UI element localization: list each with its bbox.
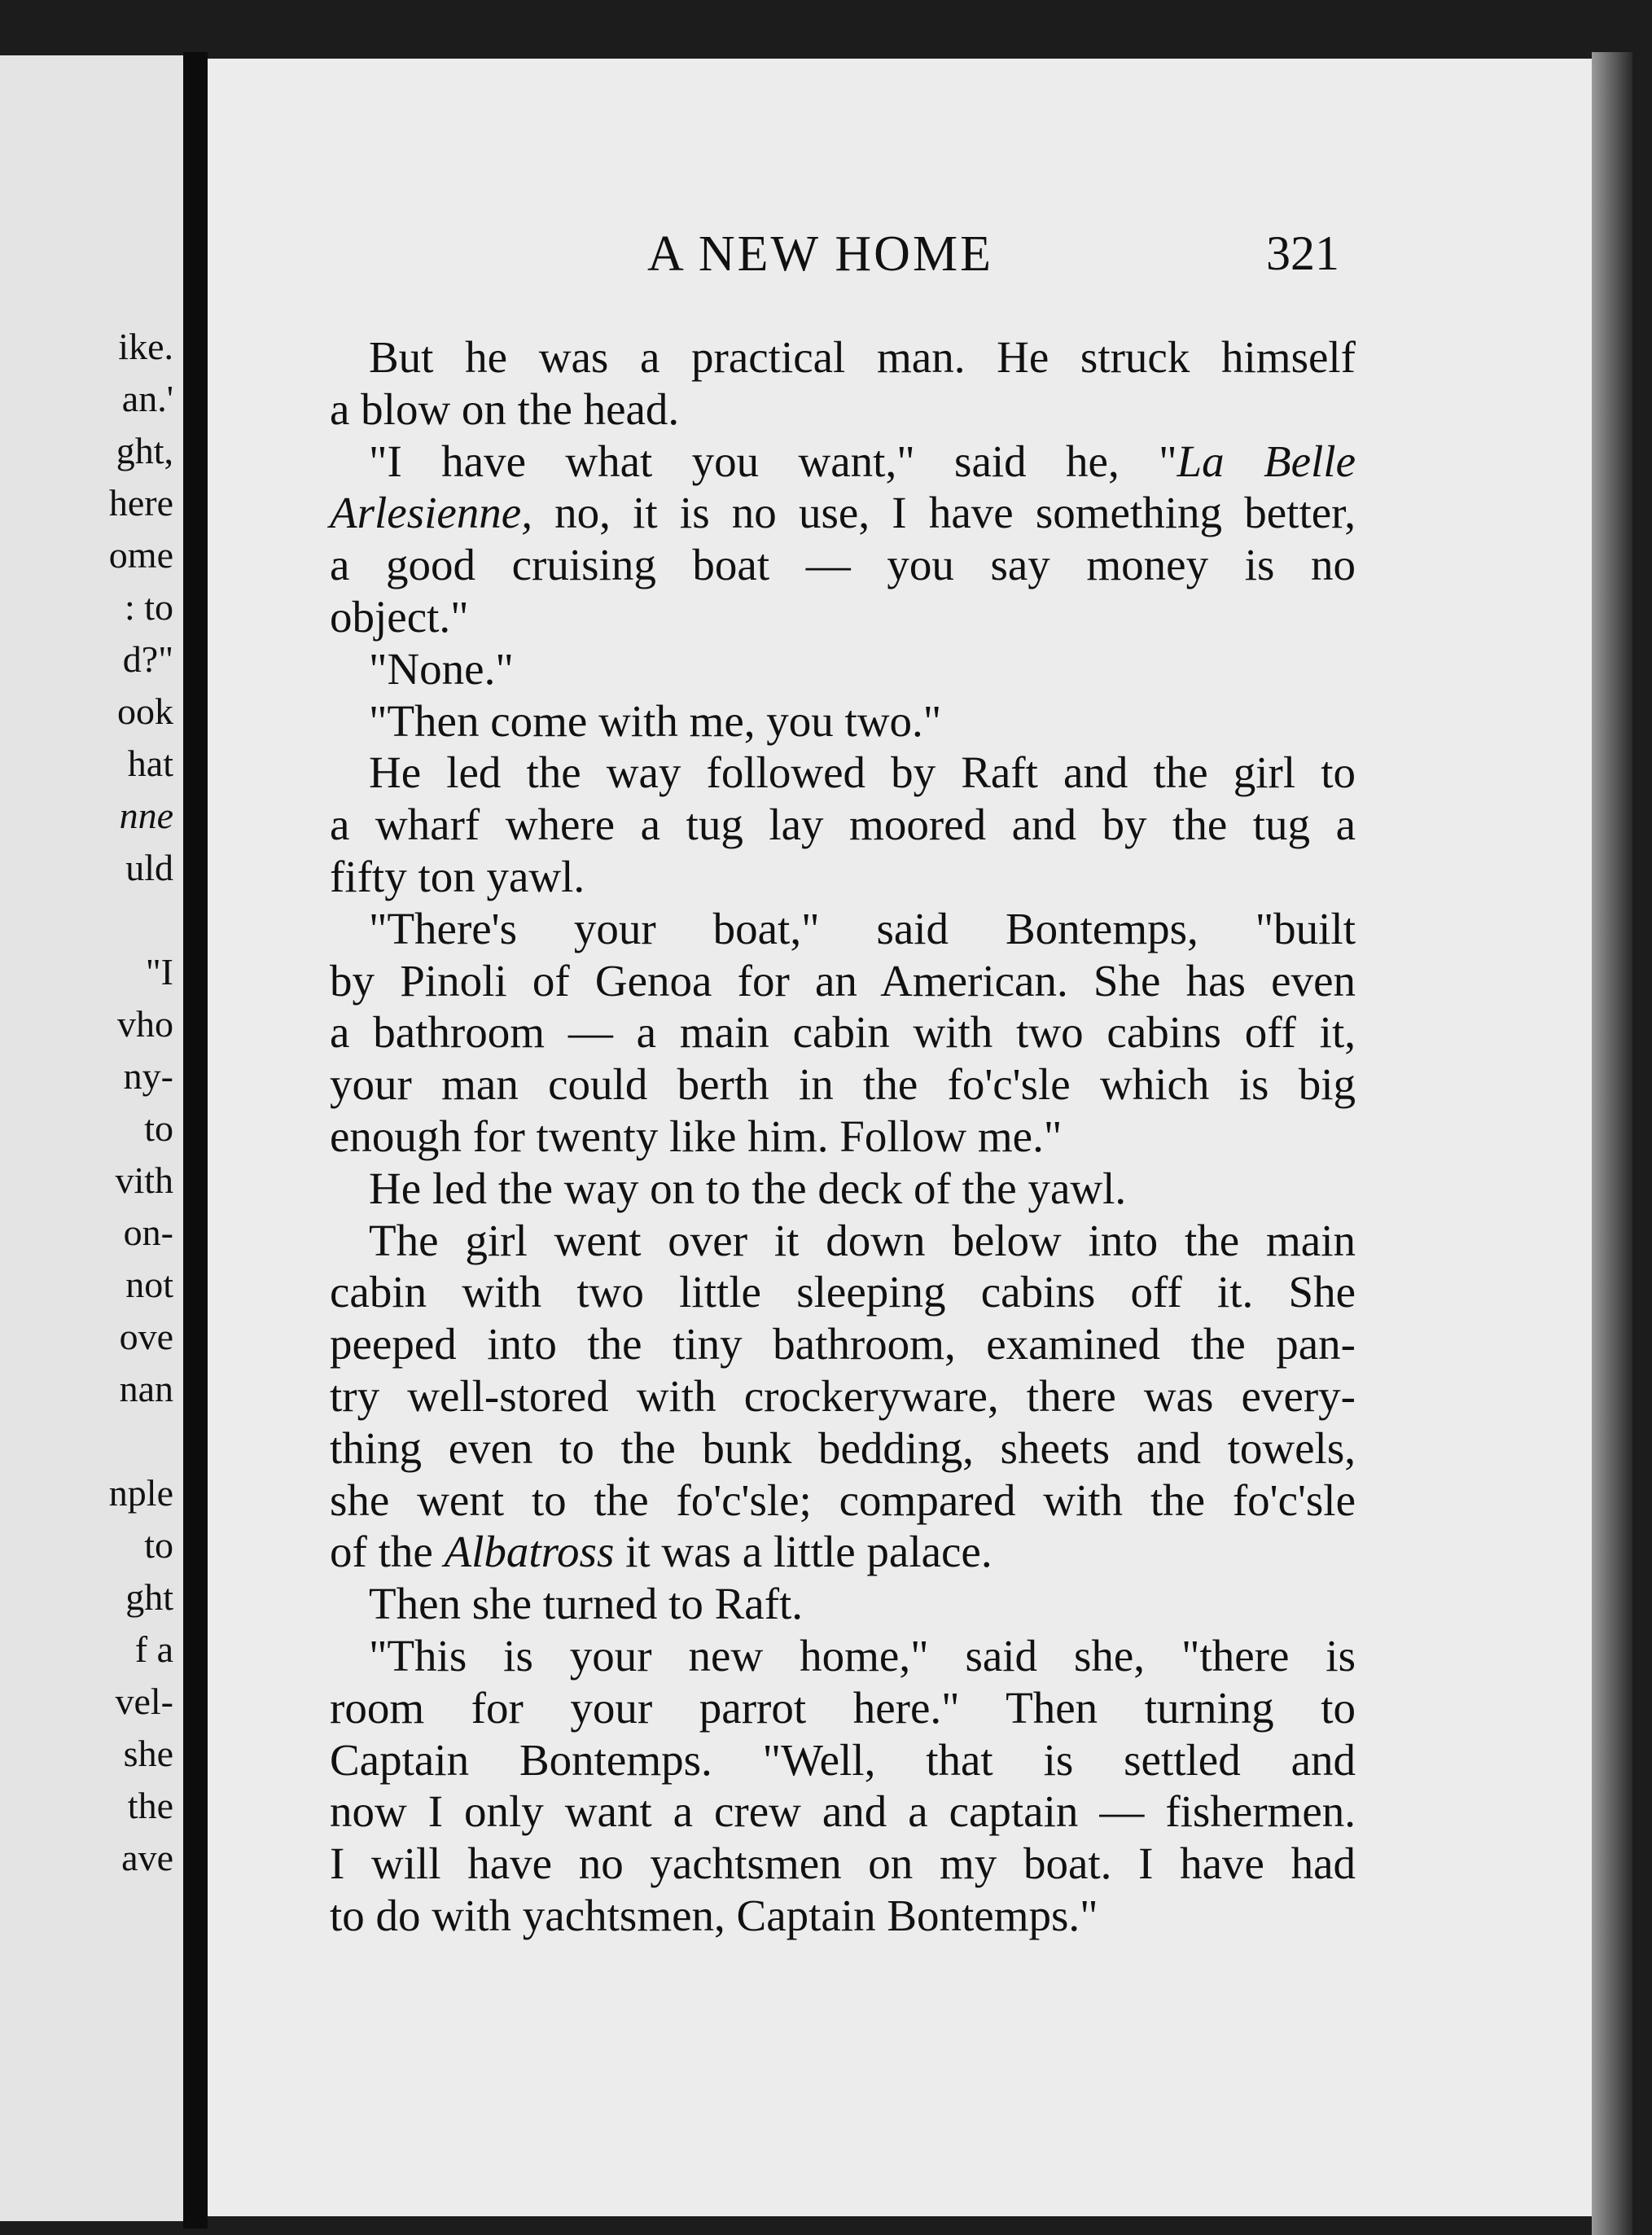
left-page-line: vel- [115,1681,173,1722]
text-line [330,1526,1356,1578]
left-page-line: to [144,1107,173,1149]
left-page-line: ght, [116,430,173,471]
text-line: "There's your boat," said Bontemps, "built [369,903,1356,953]
left-page-line: the [127,1785,173,1826]
page-header [208,226,1592,291]
text-line: fifty ton yawl. [330,851,585,901]
left-page-line: not [125,1264,173,1305]
left-page-line: vith [115,1159,173,1201]
text-line [330,487,1356,539]
left-page-line: on- [123,1212,173,1253]
left-page-line: nan [119,1368,173,1409]
text-line: He led the way followed by Raft and the girl to [369,747,1356,798]
text-line: peeped into the tiny bathroom, examined the pan- [330,1319,1356,1369]
text-line: room for your parrot here." Then turning to [330,1682,1356,1733]
text-run: it was a little palace. [614,1527,993,1577]
text-line: try well-stored with crockeryware, there was every- [330,1370,1356,1421]
running-title: A NEW HOME [647,226,993,282]
left-page-line: ook [117,690,173,732]
text-line: a wharf where a tug lay moored and by the tug a [330,800,1356,850]
body-text [330,331,1356,1942]
text-line: "None." [369,643,514,694]
text-line: a blow on the head. [330,383,680,434]
left-page-line: hat [127,743,173,784]
left-page-line: ght [125,1576,173,1618]
text-line: The girl went over it down below into the main [369,1215,1356,1265]
text-run: no, it is no use, I have something better, [532,488,1356,538]
text-line: to do with yachtsmen, Captain Bontemps." [330,1890,1098,1940]
italic-text-run: Albatross [444,1527,615,1577]
text-line: Captain Bontemps. "Well, that is settled and [330,1734,1356,1785]
right-page [208,59,1592,2216]
text-line: enough for twenty like him. Follow me." [330,1111,1063,1161]
left-page-line: to [144,1524,173,1566]
left-page-line: she [123,1733,173,1774]
text-line: now I only want a crew and a captain — fishermen. [330,1786,1356,1837]
left-page-line: ave [121,1837,173,1878]
text-line [330,436,1356,488]
text-line: But he was a practical man. He struck himself [369,332,1356,382]
left-page-line: d?" [122,638,173,680]
italic-text-run: Arlesienne, [330,488,532,538]
text-line: object." [330,591,469,642]
text-line: by Pinoli of Genoa for an American. She has even [330,955,1356,1006]
left-page-line: ove [119,1316,173,1357]
page-gutter [183,52,208,2228]
page-number: 321 [1266,226,1339,280]
text-line: she went to the fo'c'sle; compared with the fo'c'sle [330,1475,1356,1525]
text-run: of the [330,1527,445,1577]
page-edge-shadow [1592,52,1632,2235]
text-line: a good cruising boat — you say money is no [330,540,1356,590]
text-run: "I have what you want," said he, " [369,436,1177,486]
left-page-line: here [108,482,173,524]
text-line: "This is your new home," said she, "there is [369,1630,1356,1681]
text-line: your man could berth in the fo'c'sle which is big [330,1059,1356,1110]
text-line: a bathroom — a main cabin with two cabins off it, [330,1007,1356,1058]
left-page-line: ome [108,534,173,576]
left-page-line: ike. [118,326,173,367]
left-page-line: ny- [123,1055,173,1097]
text-line: Then she turned to Raft. [369,1579,804,1629]
text-line: I will have no yachtsmen on my boat. I have had [330,1838,1356,1889]
left-page-line: nne [119,795,173,836]
left-page-line: vho [117,1003,173,1045]
left-page-line: an.' [121,378,173,419]
text-line: He led the way on to the deck of the yawl. [369,1163,1127,1213]
left-page-fragment [0,55,183,2221]
italic-text-run: La Belle [1177,436,1356,486]
text-line: cabin with two little sleeping cabins off it. She [330,1267,1356,1317]
left-page-line: f a [134,1628,173,1670]
text-line: "Then come with me, you two." [369,695,942,746]
left-page-line: "I [145,951,173,993]
left-page-line: : to [124,586,173,628]
left-page-line: uld [125,847,173,888]
left-page-line: nple [108,1472,173,1514]
text-line: thing even to the bunk bedding, sheets and towels, [330,1422,1356,1473]
